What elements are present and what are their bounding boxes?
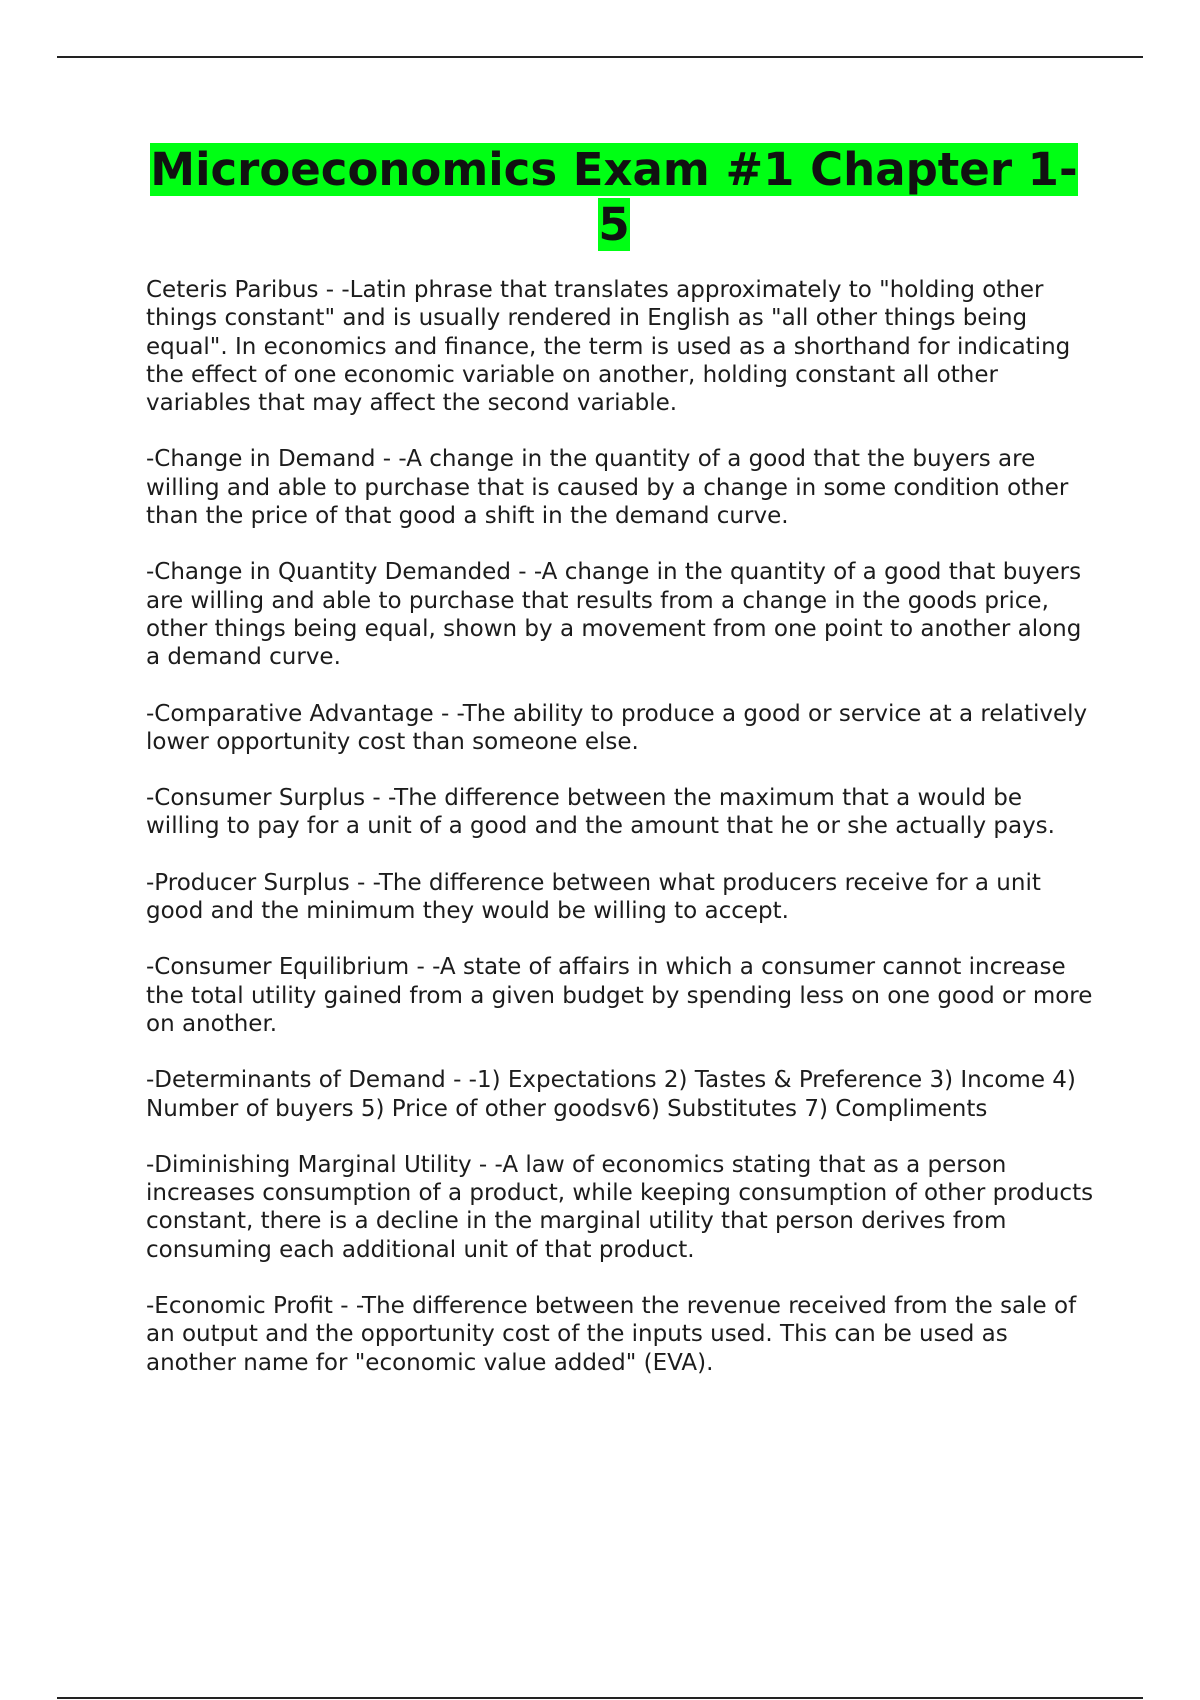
document-title: Microeconomics Exam #1 Chapter 1-5 xyxy=(150,143,1078,251)
entry-consumer-surplus: -Consumer Surplus - -The difference between the maximum that a would be willing to pay for a unit of a good and the amount that he or she actually pays. xyxy=(146,785,1055,840)
document-body xyxy=(146,276,1096,1405)
entry-economic-profit: -Economic Profit - -The difference between the revenue received from the sale of an output and the opportunity cost of the inputs used. This can be used as another name for "economic value added" (EVA). xyxy=(146,1293,1077,1376)
entry-comparative-advantage: -Comparative Advantage - -The ability to produce a good or service at a relatively lower opportunity cost than someone else. xyxy=(146,700,1088,755)
bottom-rule xyxy=(57,1697,1143,1699)
top-rule xyxy=(57,56,1143,58)
title-block xyxy=(146,142,1082,252)
entry-consumer-equilibrium: -Consumer Equilibrium - -A state of affairs in which a consumer cannot increase the total utility gained from a given budget by spending less on one good or more on another. xyxy=(146,954,1093,1037)
entry-producer-surplus: -Producer Surplus - -The difference between what producers receive for a unit good and the minimum they would be willing to accept. xyxy=(146,869,1041,925)
entry-change-in-demand: -Change in Demand - -A change in the quantity of a good that the buyers are willing and able to purchase that is caused by a change in some condition other than the price of that good a shift in the demand curve. xyxy=(146,446,1069,530)
entry-diminishing-marginal-utility: -Diminishing Marginal Utility - -A law of economics stating that as a person increases consumption of a product, while keeping consumption of other products constant, there is a decline in the marginal utility that person derives from consuming each additional unit of that product. xyxy=(146,1151,1094,1263)
entry-change-in-quantity-demanded: -Change in Quantity Demanded - -A change in the quantity of a good that buyers are willing and able to purchase that results from a change in the goods price, other things being equal, shown by a movement from one point to another along a demand curve. xyxy=(146,559,1082,671)
entry-ceteris-paribus: Ceteris Paribus - -Latin phrase that translates approximately to "holding other things constant" and is usually rendered in English as "all other things being equal". In economics and finance, the term is used as a shorthand for indicating the effect of one economic variable on another, holding constant all other variables that may affect the second variable. xyxy=(146,277,1071,417)
entry-determinants-of-demand: -Determinants of Demand - -1) Expectations 2) Tastes & Preference 3) Income 4) Number of buyers 5) Price of other goodsv6) Substitutes 7) Compliments xyxy=(146,1067,1076,1122)
